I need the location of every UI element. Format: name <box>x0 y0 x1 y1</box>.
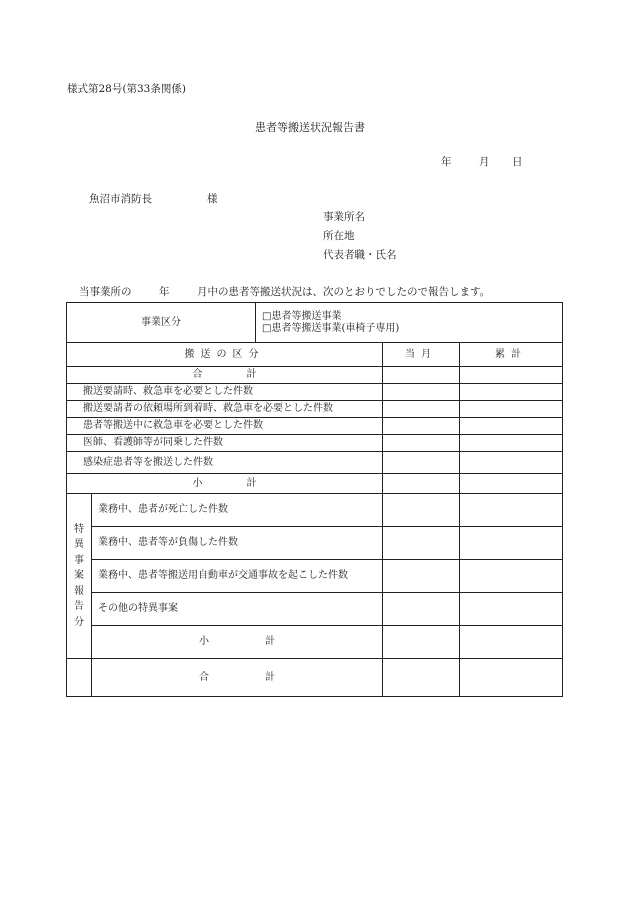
special-label-char: 告 <box>74 601 84 613</box>
cumulative-header: 累計 <box>460 343 563 367</box>
table-row <box>67 384 563 401</box>
table-row <box>67 401 563 418</box>
current-month-header: 当月 <box>383 343 460 367</box>
current-cell[interactable] <box>383 560 460 593</box>
business-type-label: 事業区分 <box>67 303 256 343</box>
special-row <box>67 527 563 560</box>
grand-total-blank <box>67 659 92 697</box>
business-type-options <box>256 303 563 343</box>
special-subtotal-cumulative-cell[interactable] <box>460 626 563 659</box>
total-current-cell[interactable] <box>383 367 460 384</box>
special-subtotal-current-cell[interactable] <box>383 626 460 659</box>
representative-label: 代表者職・氏名 <box>323 249 397 261</box>
total-label: 合計 <box>67 367 383 384</box>
subtotal-current-cell[interactable] <box>383 474 460 494</box>
special-row-label: 業務中、患者等が負傷した件数 <box>92 527 383 560</box>
table-row <box>67 435 563 452</box>
addressee-honorific: 様 <box>207 193 218 205</box>
row-label: 搬送要請時、救急車を必要とした件数 <box>67 384 383 401</box>
special-label-char: 異 <box>74 539 84 551</box>
special-row <box>67 494 563 527</box>
special-cases-label <box>67 494 92 659</box>
special-row-label: 業務中、患者等搬送用自動車が交通事故を起こした件数 <box>92 560 383 593</box>
row-label: 医師、看護師等が同乗した件数 <box>67 435 383 452</box>
business-type-option-wheelchair[interactable]: □患者等搬送事業(車椅子専用) <box>262 322 400 334</box>
special-subtotal-label: 小計 <box>92 626 383 659</box>
current-cell[interactable] <box>383 418 460 435</box>
grand-total-row <box>67 659 563 697</box>
special-row <box>67 560 563 593</box>
location-label: 所在地 <box>323 230 355 242</box>
business-type-option-standard[interactable]: □患者等搬送事業 <box>262 311 342 322</box>
row-label: 搬送要請者の依頼場所到着時、救急車を必要とした件数 <box>67 401 383 418</box>
current-cell[interactable] <box>383 384 460 401</box>
total-row <box>67 367 563 384</box>
special-subtotal-row <box>67 626 563 659</box>
cumulative-cell[interactable] <box>460 418 563 435</box>
subtotal-label: 小計 <box>67 474 383 494</box>
addressee-name: 魚沼市消防長 <box>89 193 152 205</box>
current-cell[interactable] <box>383 401 460 418</box>
current-cell[interactable] <box>383 527 460 560</box>
grand-total-current-cell[interactable] <box>383 659 460 697</box>
grand-total-cumulative-cell[interactable] <box>460 659 563 697</box>
special-label-char: 分 <box>74 616 84 628</box>
special-row-label: 業務中、患者が死亡した件数 <box>92 494 383 527</box>
special-row <box>67 593 563 626</box>
total-cumulative-cell[interactable] <box>460 367 563 384</box>
cumulative-cell[interactable] <box>460 593 563 626</box>
special-label-char: 報 <box>74 585 84 597</box>
date-year: 年 <box>441 156 452 168</box>
header-row <box>67 343 563 367</box>
office-name-label: 事業所名 <box>323 211 365 223</box>
table-row <box>67 452 563 474</box>
table-row <box>67 418 563 435</box>
report-table <box>66 302 563 697</box>
cumulative-cell[interactable] <box>460 494 563 527</box>
form-number: 様式第28号(第33条関係) <box>67 83 186 95</box>
current-cell[interactable] <box>383 494 460 527</box>
row-label: 感染症患者等を搬送した件数 <box>67 452 383 474</box>
date-day: 日 <box>512 156 523 168</box>
special-label-char: 案 <box>74 570 84 582</box>
cumulative-cell[interactable] <box>460 527 563 560</box>
intro-suffix: 月中の患者等搬送状況は、次のとおりでしたので報告します。 <box>197 286 491 298</box>
special-label-char: 特 <box>74 523 84 535</box>
row-label: 患者等搬送中に救急車を必要とした件数 <box>67 418 383 435</box>
special-row-label: その他の特異事案 <box>92 593 383 626</box>
intro-prefix: 当事業所の <box>79 286 132 298</box>
intro-year: 年 <box>159 286 170 298</box>
special-label-char: 事 <box>74 554 84 566</box>
current-cell[interactable] <box>383 452 460 474</box>
current-cell[interactable] <box>383 593 460 626</box>
current-cell[interactable] <box>383 435 460 452</box>
cumulative-cell[interactable] <box>460 560 563 593</box>
cumulative-cell[interactable] <box>460 435 563 452</box>
page-title: 患者等搬送状況報告書 <box>255 121 365 134</box>
subtotal-row <box>67 474 563 494</box>
cumulative-cell[interactable] <box>460 401 563 418</box>
category-header: 搬送の区分 <box>67 343 383 367</box>
cumulative-cell[interactable] <box>460 452 563 474</box>
grand-total-label: 合計 <box>92 659 383 697</box>
subtotal-cumulative-cell[interactable] <box>460 474 563 494</box>
business-type-row <box>67 303 563 343</box>
date-month: 月 <box>479 156 490 168</box>
cumulative-cell[interactable] <box>460 384 563 401</box>
